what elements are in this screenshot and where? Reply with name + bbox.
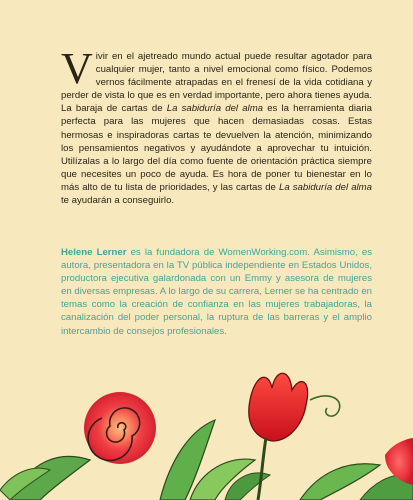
book-title-2: La sabiduría del alma	[278, 181, 372, 193]
intro-paragraph	[61, 44, 373, 207]
intro-text-3: te ayudarán a conseguirlo.	[61, 195, 175, 207]
intro-text-1: ivir en el ajetreado mundo actual puede resultar agotador para cualquier mujer, tanto a nivel emocional como físico. Podemos vernos fácilmente atrapadas en el frenesí de la vida cotidiana y perder de vista lo que es en verdad importante, pero ahora tienes ayuda. La baraja de cartas de	[61, 51, 372, 115]
author-name: Helene Lerner	[61, 247, 127, 258]
author-bio	[61, 246, 372, 338]
intro-text-2: es la herramienta diaria perfecta para las mujeres que hacen demasiadas cosas. Estas hermosas e inspiradoras cartas te devuelven la atención, minimizando los pensamientos negativos y ayudándote a aprovechar tu intuición. Utilízalas a lo largo del día como fuente de orientación práctica siempre que necesites un poco de ayuda. Es hora de poner tu bienestar en lo más alto de tu lista de prioridades, y las cartas de	[61, 103, 373, 193]
tulip-flower	[249, 373, 308, 441]
drop-cap: V	[61, 44, 93, 93]
author-bio-text: es la fundadora de WomenWorking.com. Asimismo, es autora, presentadora en la TV pública independiente en Estados Unidos, productora ejecutiva galardonada con un Emmy y asesora de mujeres en diversas empresas. A lo largo de su carrera, Lerner se ha centrado en temas como la creación de confianza en las mujeres trabajadoras, la canalización del poder personal, la ruptura de las barreras y el amplio intercambio de consejos profesionales.	[61, 247, 372, 337]
flower-illustration	[0, 360, 413, 500]
book-title-1: La sabiduría del alma	[166, 103, 264, 115]
